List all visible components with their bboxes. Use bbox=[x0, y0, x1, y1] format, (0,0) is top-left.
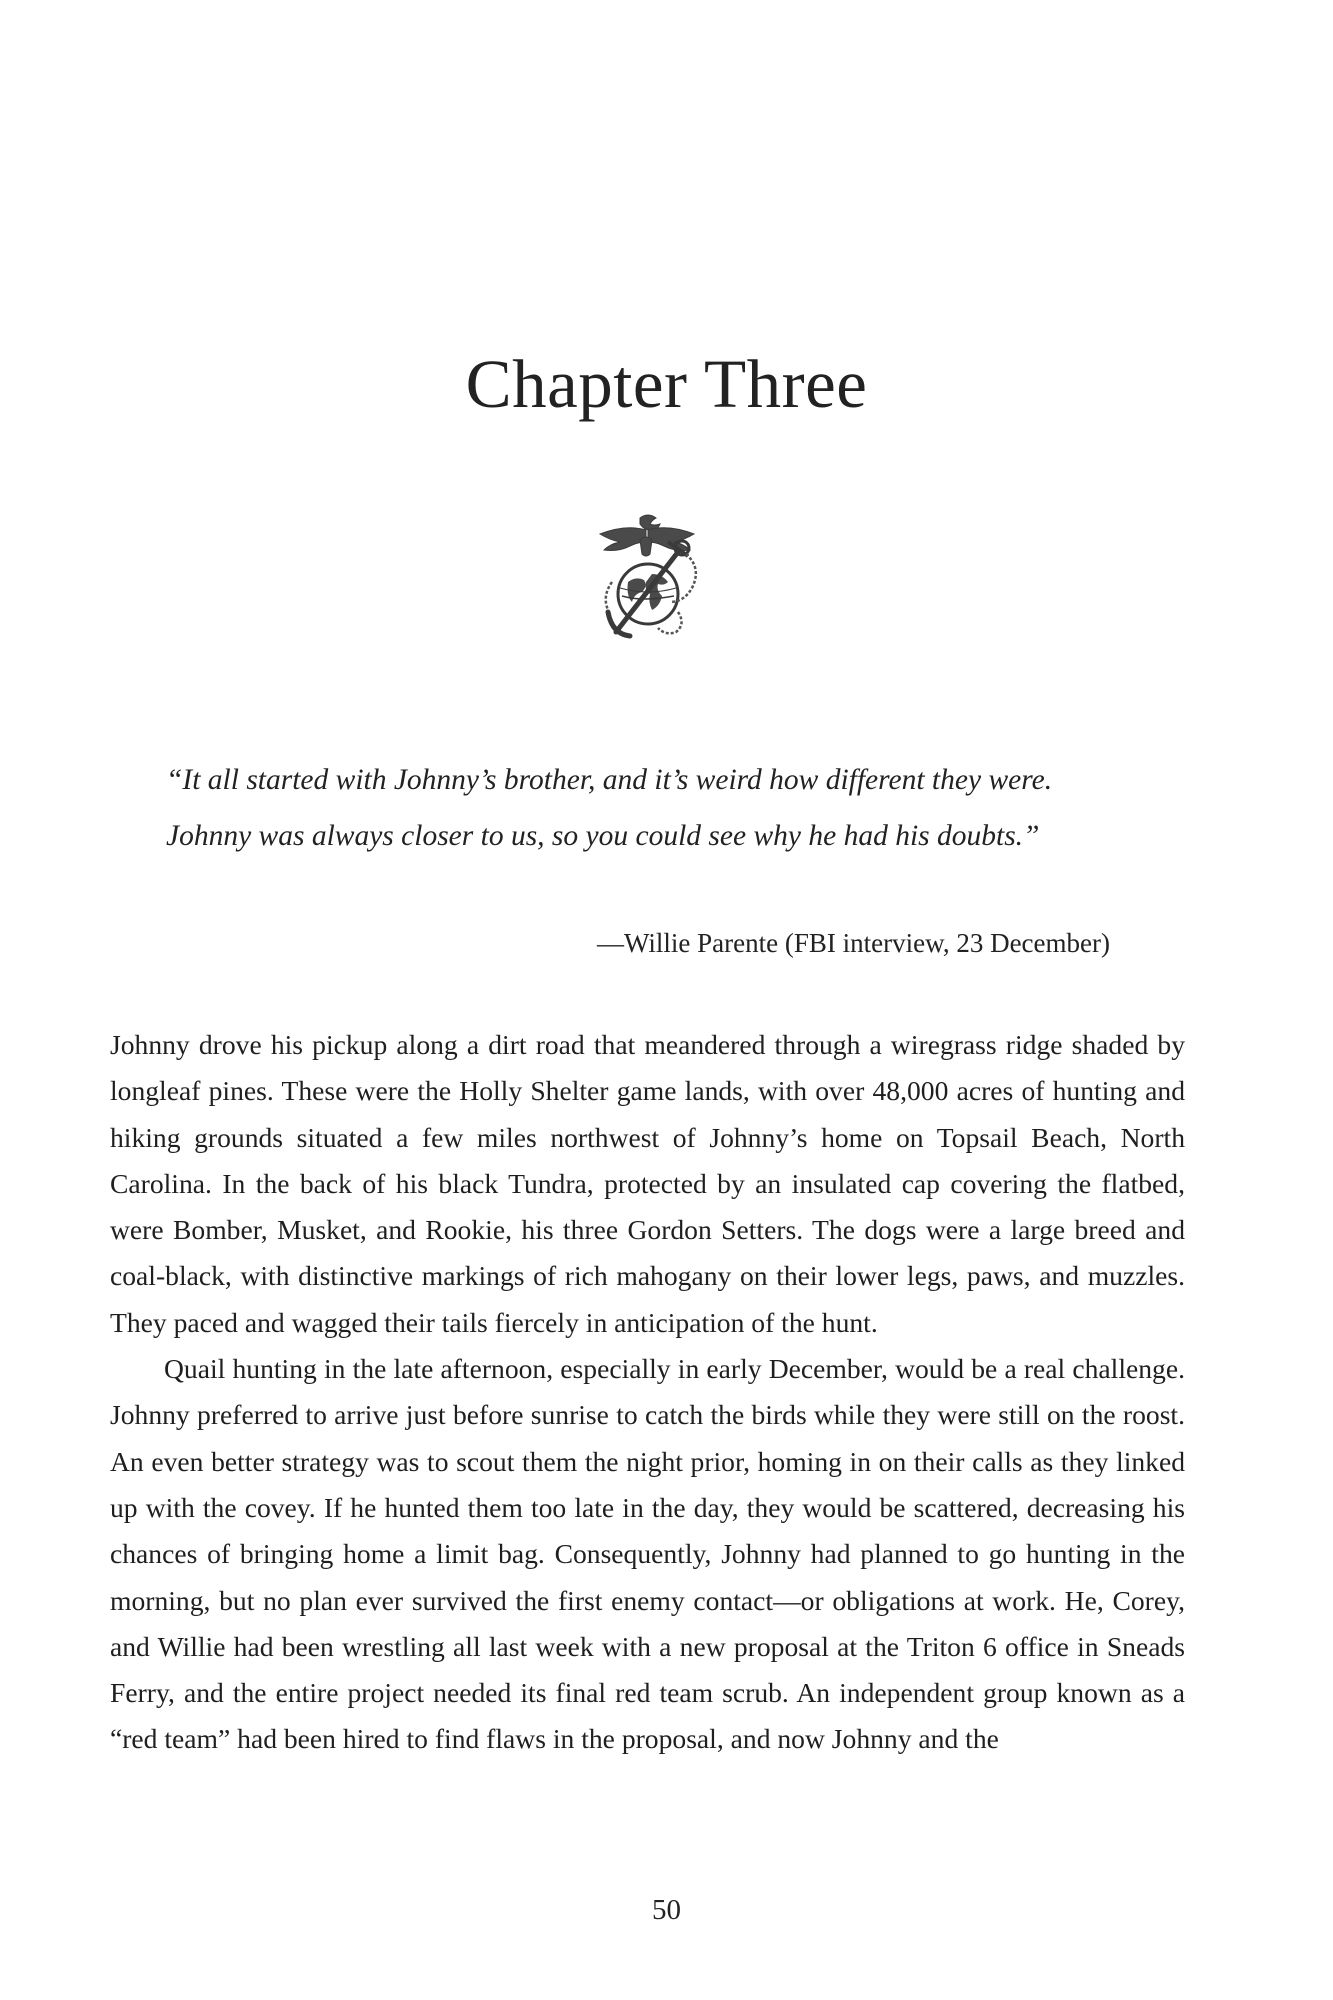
epigraph-attribution: —Willie Parente (FBI interview, 23 December) bbox=[597, 928, 1110, 958]
chapter-body bbox=[110, 1022, 1185, 1763]
eagle-globe-anchor-icon bbox=[582, 512, 712, 647]
page-number: 50 bbox=[652, 1894, 681, 1926]
epigraph-quote: “It all started with Johnny’s brother, and it’s weird how different they were. Johnny was always closer to us, so you could see why he had his doubts.” bbox=[166, 764, 1053, 852]
chapter-title: Chapter Three bbox=[465, 346, 868, 422]
body-paragraph: Quail hunting in the late afternoon, especially in early December, would be a real challenge. Johnny preferred to arrive just before sunrise to catch the birds while they were still on the roost. An even better strategy was to scout them the night prior, homing in on their calls as they linked up with the covey. If he hunted them too late in the day, they would be scattered, decreasing his chances of bringing home a limit bag. Consequently, Johnny had planned to go hunting in the morning, but no plan ever survived the first enemy contact—or obligations at work. He, Corey, and Willie had been wrestling all last week with a new proposal at the Triton 6 office in Sneads Ferry, and the entire project needed its final red team scrub. An independent group known as a “red team” had been hired to find flaws in the proposal, and now Johnny and the bbox=[110, 1353, 1185, 1755]
body-paragraph: Johnny drove his pickup along a dirt road that meandered through a wiregrass ridge shaded by longleaf pines. These were the Holly Shelter game lands, with over 48,000 acres of hunting and hiking grounds situated a few miles northwest of Johnny’s home on Topsail Beach, North Carolina. In the back of his black Tundra, protected by an insulated cap covering the flatbed, were Bomber, Musket, and Rookie, his three Gordon Setters. The dogs were a large breed and coal-black, with distinctive markings of rich mahogany on their lower legs, paws, and muzzles. They paced and wagged their tails fiercely in anticipation of the hunt. bbox=[110, 1029, 1185, 1338]
